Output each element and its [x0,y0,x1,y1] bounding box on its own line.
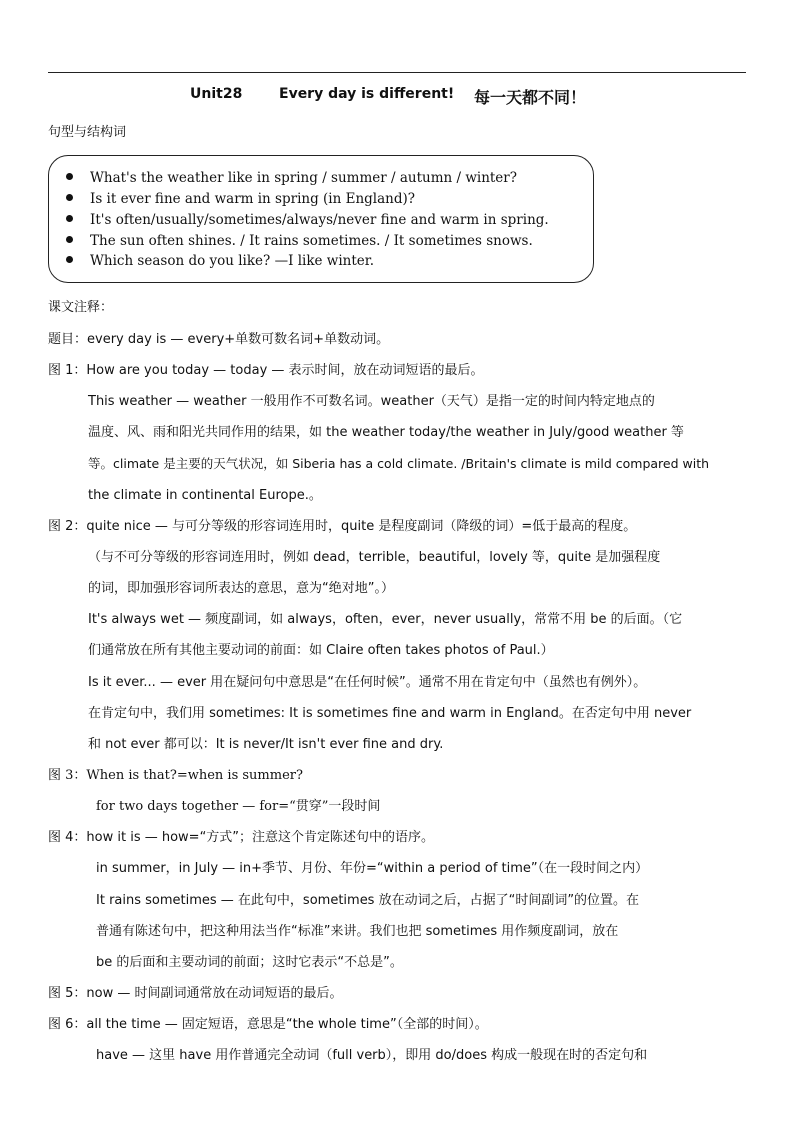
note-line: have — 这里 have 用作普通完全动词（full verb），即用 do/does 构成一般现在时的否定句和 [96,1048,648,1063]
pattern-item: What's the weather like in spring / summer / autumn / winter? [66,169,517,187]
note-line: 和 not ever 都可以：It is never/It isn't ever fine and dry. [88,737,444,752]
patterns-heading: 句型与结构词 [48,125,127,140]
note-line: （与不可分等级的形容词连用时，例如 dead，terrible，beautiful，lovely 等，quite 是加强程度 [88,550,661,565]
note-line: Is it ever... — ever 用在疑问句中意思是“在任何时候”。通常不用在肯定句中（虽然也有例外）。 [88,675,647,690]
note-line: the climate in continental Europe.。 [88,488,322,503]
bullet-icon [66,236,73,243]
title-chinese: 每一天都不同！ [474,88,587,107]
note-line: 题目：every day is — every+单数可数名词+单数动词。 [48,332,390,347]
note-line: 图 3：When is that?=when is summer? [48,768,303,783]
note-line: 普通有陈述句中，把这种用法当作“标准”来讲。我们也把 sometimes 用作频度副词，放在 [96,924,619,939]
pattern-item: It's often/usually/sometimes/always/never fine and warm in spring. [66,211,549,229]
bullet-icon [66,173,73,180]
note-line: be 的后面和主要动词的前面；这时它表示“不总是”。 [96,955,403,970]
title-english: Every day is different! [279,86,455,102]
note-line: It rains sometimes — 在此句中，sometimes 放在动词之后，占据了“时间副词”的位置。在 [96,893,640,908]
note-line: for two days together — for=“贯穿”一段时间 [96,799,381,814]
notes-heading: 课文注释： [48,300,114,315]
note-line: in summer，in July — in+季节、月份、年份=“within a period of time”（在一段时间之内） [96,861,649,876]
bullet-icon [66,256,73,263]
note-line: It's always wet — 频度副词，如 always，often，ever，never usually，常常不用 be 的后面。（它 [88,612,683,627]
note-line: 等。climate 是主要的天气状况，如 Siberia has a cold climate. /Britain's climate is mild compared with [88,456,710,471]
note-line: 图 4：how it is — how=“方式”；注意这个肯定陈述句中的语序。 [48,830,435,845]
page-title [0,86,794,108]
note-line: 的词，即加强形容词所表达的意思，意为“绝对地”。） [88,581,394,596]
note-line: 图 6：all the time — 固定短语，意思是“the whole time”（全部的时间）。 [48,1017,488,1032]
note-line: 们通常放在所有其他主要动词的前面：如 Claire often takes photos of Paul.） [88,643,554,658]
unit-label: Unit28 [190,86,243,102]
note-line: 图 1：How are you today — today — 表示时间，放在动词短语的最后。 [48,363,484,378]
note-line: 在肯定句中，我们用 sometimes: It is sometimes fine and warm in England。在否定句中用 never [88,706,692,721]
pattern-item: Which season do you like? —I like winter. [66,252,374,270]
pattern-item: The sun often shines. / It rains sometimes. / It sometimes snows. [66,232,533,250]
top-rule [48,72,746,73]
note-line: This weather — weather 一般用作不可数名词。weather（天气）是指一定的时间内特定地点的 [88,394,655,409]
note-line: 温度、风、雨和阳光共同作用的结果，如 the weather today/the weather in July/good weather 等 [88,425,684,440]
note-line: 图 2：quite nice — 与可分等级的形容词连用时，quite 是程度副词（降级的词）=低于最高的程度。 [48,519,637,534]
bullet-icon [66,215,73,222]
note-line: 图 5：now — 时间副词通常放在动词短语的最后。 [48,986,343,1001]
pattern-item: Is it ever fine and warm in spring (in England)? [66,190,415,208]
bullet-icon [66,194,73,201]
